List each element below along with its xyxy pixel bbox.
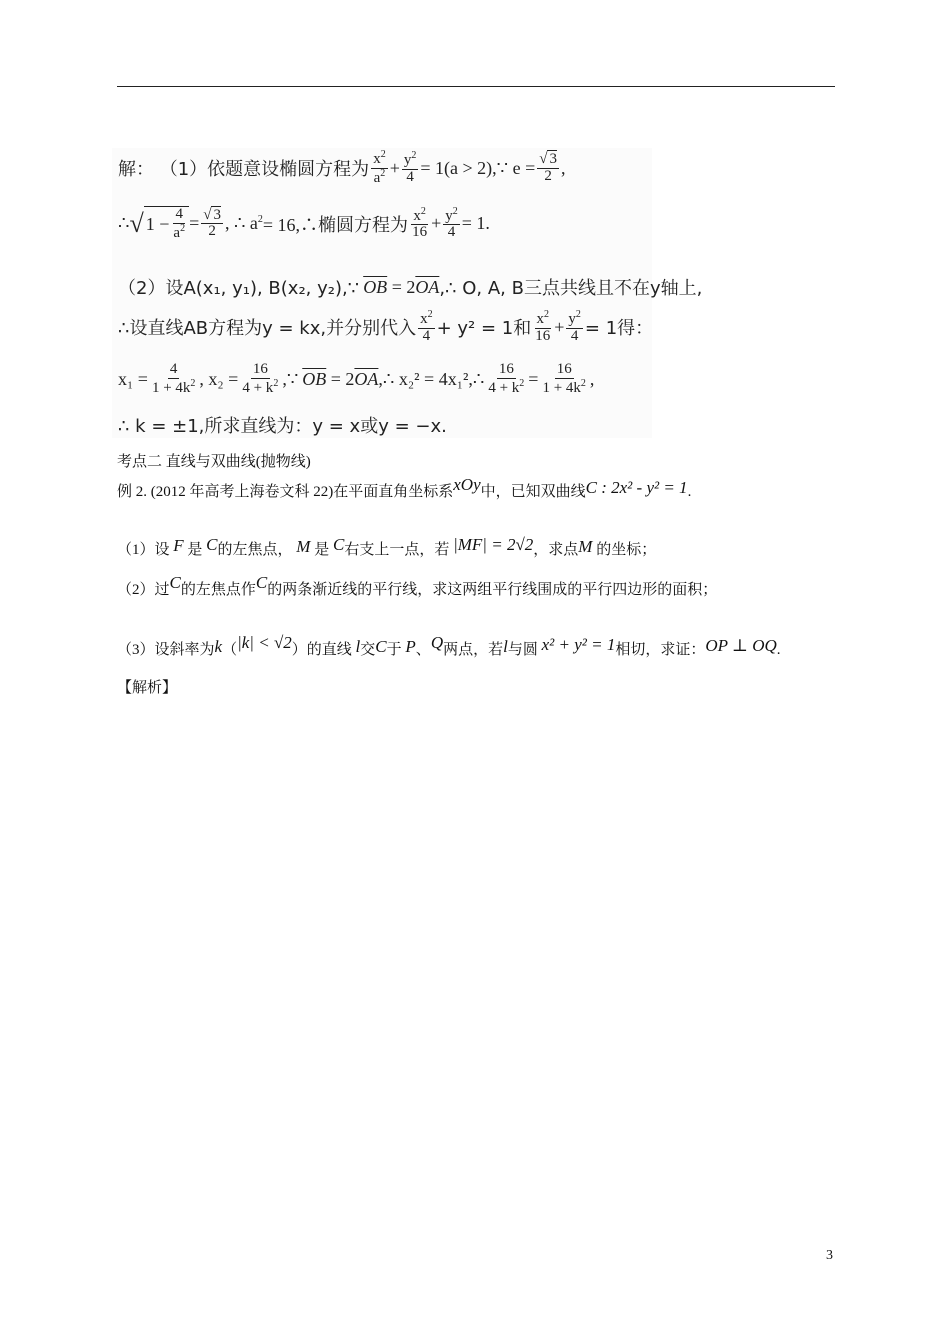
- q-text: 的左焦点作: [180, 582, 256, 598]
- q-text: .: [776, 642, 781, 658]
- math-var: l: [355, 637, 361, 656]
- solution-line-2: ∴ √ 1 − 4 $a^2$ = $\frac{√ 3}{2}$ , ∴ $a^2$ = 16,∴椭圆方程为 $x^2$ 16 + $\frac{y^2}{4}$ = 1.: [118, 205, 490, 241]
- q-text: 与圆: [507, 642, 538, 658]
- q-text: 是: [314, 542, 330, 558]
- solution-text: x₁ =: [118, 368, 148, 389]
- solution-text: ,∵: [282, 368, 299, 389]
- coordinate-system: xOy: [453, 475, 481, 494]
- q-text: 右支上一点，若: [344, 542, 450, 558]
- q-text: 相切，求证：: [615, 642, 706, 658]
- q-text: （3）设斜率为: [117, 642, 215, 658]
- solution-line-4: ∴设直线AB方程为y = kx,并分别代入 $x^2$ 4 + y² = 1和 $x^2$ 16 + $\frac{y^2}{4}$ = 1得：: [118, 309, 654, 344]
- solution-text: ∴: [118, 213, 130, 234]
- solution-text: + y² = 1和: [436, 318, 532, 340]
- q-text: （2）过: [117, 582, 170, 598]
- fraction: $\frac{4}{1 + 4k^2}$: [151, 361, 196, 396]
- fraction: $x^2$ $a^2$: [373, 149, 386, 186]
- example-text: 中，已知双曲线: [480, 484, 586, 500]
- question-1: [117, 535, 657, 559]
- solution-text: = 16,∴椭圆方程为: [262, 214, 409, 235]
- question-3: [117, 633, 781, 659]
- fraction: $\frac{16}{1 + 4k^2}$: [542, 361, 586, 396]
- solution-line-5: x₁ = $\frac{4}{1 + 4k^2}$ , x₂ = $\frac{16}{4 + k^2}$ ,∵ $\overline{OB}$ = 2 $\overline{OA}$ ,∴ x₂² = 4x₁²,∴ $\frac{16}{4 + k^2}$ = $\frac{16}{1 + 4k^2}$ ,: [118, 361, 595, 396]
- math-condition: |k| < √2: [237, 633, 292, 652]
- math-conclusion: OP ⊥ OQ: [705, 636, 777, 655]
- solution-line-3: （2）设A(x₁, y₁), B(x₂, y₂),∵ $\overline{OB}$ = 2 $\overline{OA}$ ,∴ O, A, B三点共线且不在y轴上,: [118, 274, 702, 300]
- page-number: 3: [826, 1248, 833, 1263]
- fraction: $\frac{y^2}{4}$: [568, 309, 581, 344]
- fraction: $x^2$ 16: [412, 205, 428, 241]
- hyperbola-equation: C : 2x² - y² = 1: [585, 478, 688, 497]
- fraction: $x^2$ 4: [420, 309, 433, 344]
- section-title: 考点二 直线与双曲线(抛物线): [117, 454, 311, 470]
- solution-text: ,: [589, 368, 595, 389]
- math-condition: |MF| = 2√2: [453, 535, 534, 554]
- example-text: 例 2. (2012 年高考上海卷文科 22)在平面直角坐标系: [117, 484, 454, 500]
- solution-text: = 1得：: [584, 318, 654, 340]
- q-text: 交: [360, 642, 376, 658]
- q-text: （1）设: [117, 542, 170, 558]
- math-var: k: [214, 637, 223, 656]
- solution-text: ,: [560, 157, 566, 178]
- math-var: F: [173, 536, 184, 555]
- q-text: 是: [187, 542, 203, 558]
- math-var: C: [169, 573, 181, 592]
- q-text: 于: [386, 642, 402, 658]
- q-text: 、: [415, 642, 431, 658]
- math-var: C: [255, 573, 268, 592]
- fraction: $\frac{√ 3}{2}$: [539, 151, 557, 184]
- solution-line-1: 解： （1）依题意设椭圆方程为 $x^2$ $a^2$ + $\frac{y^2}{4}$ = 1(a > 2),∵ e = $\frac{√ 3}{2}$ ,: [118, 149, 566, 186]
- math-var: C: [332, 535, 345, 554]
- q-text: 的两条渐近线的平行线，求这两组平行线围成的平行四边形的面积；: [267, 582, 718, 598]
- solution-text: ∴ k = ±1,所求直线为：y = x或y = −x.: [118, 416, 447, 437]
- analysis-heading: 【解析】: [117, 680, 178, 696]
- q-text: 的坐标；: [596, 542, 657, 558]
- fraction: $x^2$ 16: [535, 309, 551, 344]
- solution-text: = 1(a > 2),∵ e =: [420, 157, 536, 178]
- example-2-statement: [117, 475, 692, 501]
- header-rule: [117, 86, 835, 87]
- q-text: ）的直线: [291, 642, 352, 658]
- question-2: [117, 573, 718, 599]
- scanned-solution-image: [112, 148, 703, 438]
- solution-text: =: [528, 368, 539, 389]
- math-var: P: [405, 637, 416, 656]
- fraction: $\frac{y^2}{4}$: [445, 205, 458, 241]
- solution-text: ,∴ x₂² = 4x₁²,∴: [378, 368, 485, 389]
- solution-text: ,∴ O, A, B三点共线且不在y轴上,: [439, 278, 703, 299]
- solution-text: 解： （1）依题意设椭圆方程为: [118, 159, 370, 181]
- circle-equation: x² + y² = 1: [541, 635, 616, 654]
- solution-text: （2）设A(x₁, y₁), B(x₂, y₂),∵: [118, 278, 360, 299]
- q-text: （: [222, 642, 238, 658]
- solution-line-6: [118, 412, 447, 438]
- math-var: l: [503, 637, 508, 656]
- q-text: 的左焦点，: [217, 542, 293, 558]
- math-var: Q: [430, 633, 444, 652]
- fraction: $\frac{y^2}{4}$: [403, 150, 417, 185]
- fraction: $\frac{16}{4 + k^2}$: [488, 361, 525, 396]
- math-var: C: [206, 535, 218, 554]
- math-var: M: [578, 537, 593, 556]
- q-text: ，求点: [533, 542, 579, 558]
- fraction: $\frac{√ 3}{2}$: [203, 206, 221, 240]
- math-var: M: [296, 537, 311, 556]
- example-text: .: [687, 484, 692, 500]
- solution-text: = 1.: [461, 213, 490, 234]
- math-var: C: [375, 637, 387, 656]
- solution-text: , x₂ =: [199, 368, 239, 389]
- solution-text: ∴设直线AB方程为y = kx,并分别代入: [118, 318, 417, 340]
- q-text: 两点，若: [443, 642, 504, 658]
- fraction: $\frac{16}{4 + k^2}$: [242, 361, 279, 396]
